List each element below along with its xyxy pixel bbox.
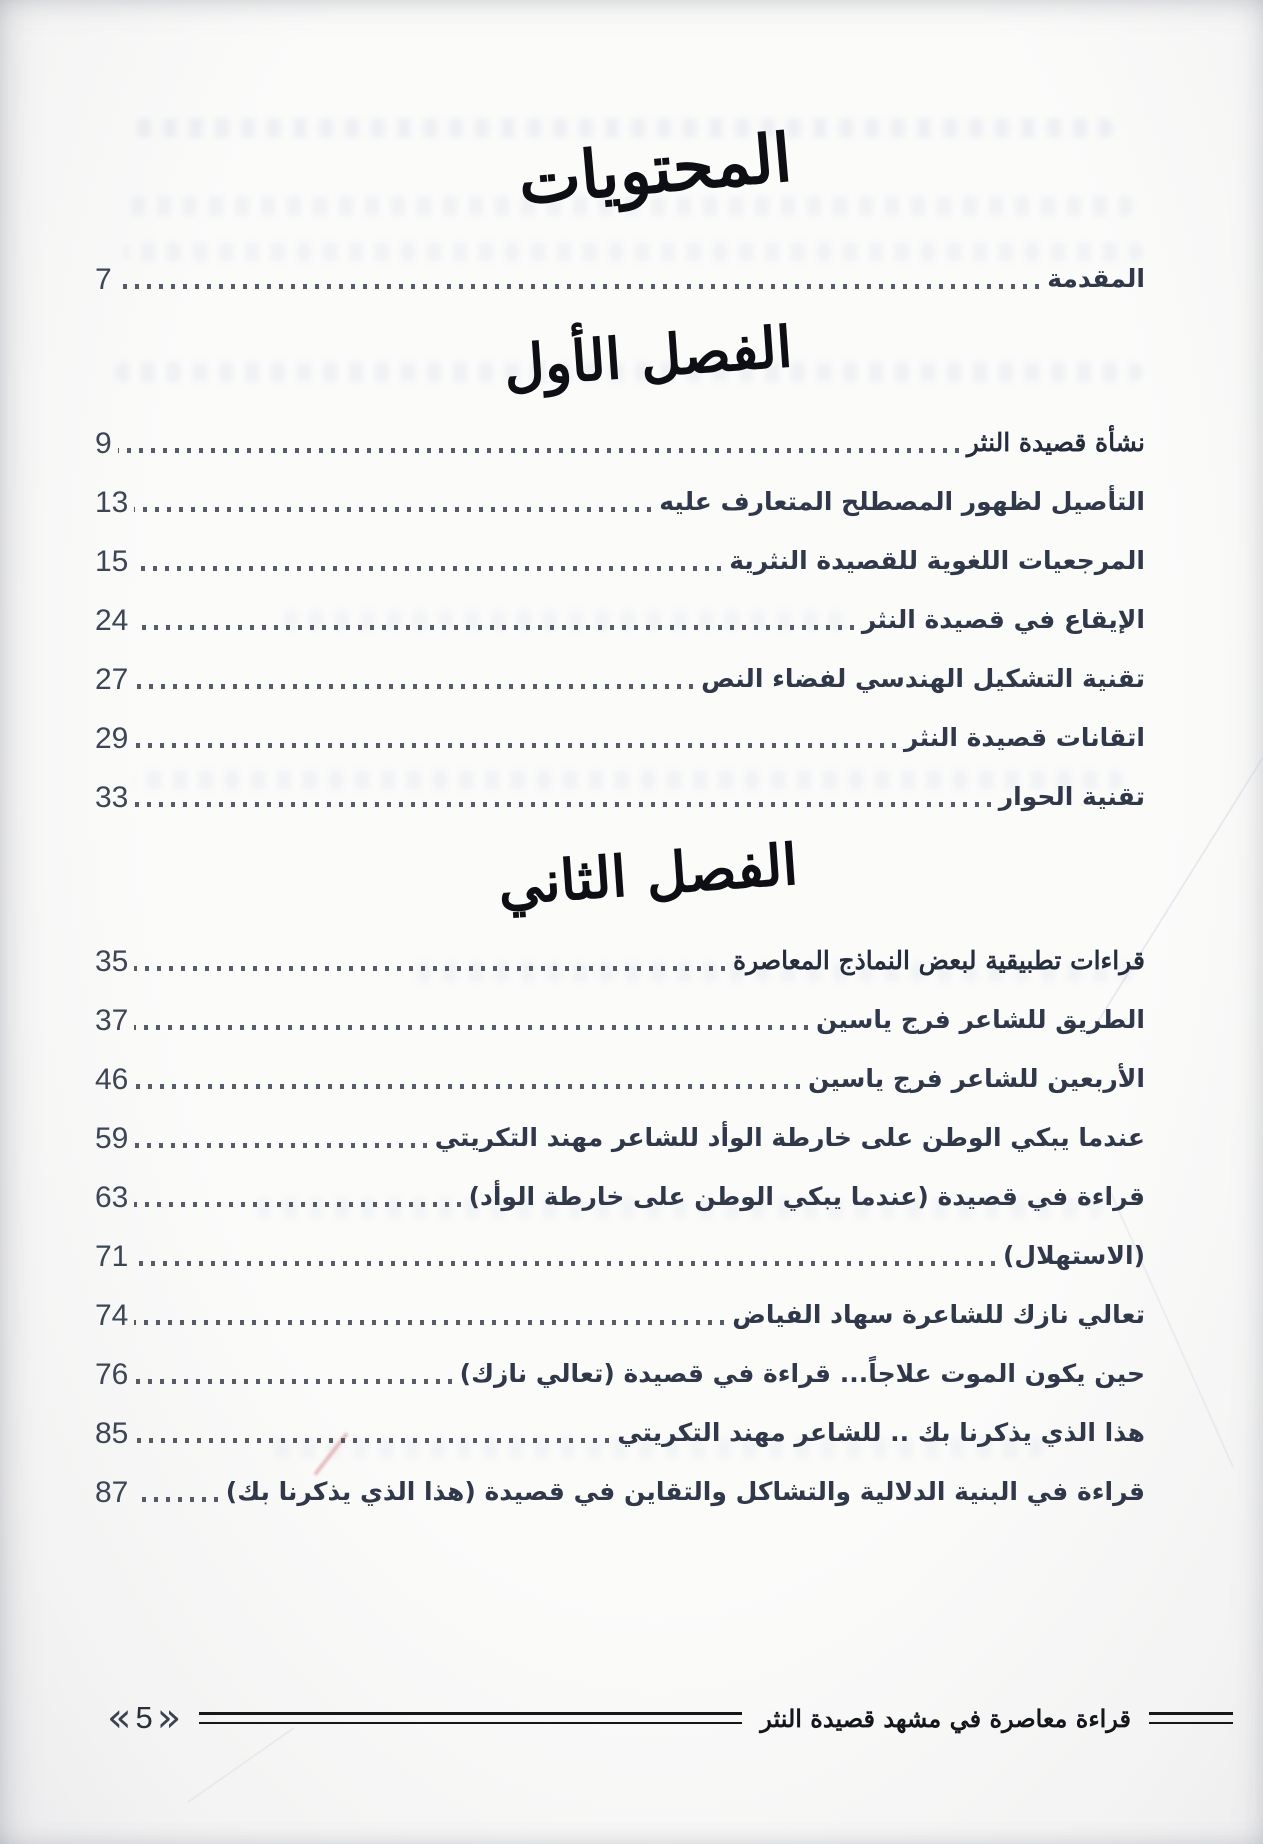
footer-page-number: [107, 1695, 182, 1741]
toc-entry: [95, 424, 1145, 460]
toc-entry-page: 59: [95, 1122, 129, 1155]
chapter-1-heading: الفصل الأول: [501, 314, 795, 400]
toc-entry-page: 76: [95, 1358, 129, 1391]
toc-entry-page: 35: [95, 945, 129, 978]
toc-entry-page: 87: [95, 1476, 129, 1509]
toc-entry-page: 74: [95, 1299, 129, 1332]
toc-entry: [95, 660, 1145, 696]
dot-leader: [134, 1379, 451, 1384]
toc-entry: [95, 1060, 1145, 1096]
toc-entry-title: قراءة في البنية الدلالية والتشاكل والتقاين في قصيدة (هذا الذي يذكرنا بك): [225, 1477, 1145, 1507]
toc-entry-title: الأربعين للشاعر فرج ياسين: [808, 1064, 1145, 1094]
toc-entry: [95, 1296, 1145, 1332]
toc-entry-title: تقنية التشكيل الهندسي لفضاء النص: [701, 664, 1145, 694]
toc-entry-page: 33: [95, 781, 129, 814]
toc-entry-title: قراءات تطبيقية لبعض النماذج المعاصرة: [733, 946, 1145, 976]
toc-entry-page: 27: [95, 663, 129, 696]
dot-leader: [134, 625, 853, 630]
toc-entry-title: (الاستهلال): [1002, 1241, 1145, 1271]
toc-entry-page: 37: [95, 1004, 129, 1037]
toc-entry-title: المقدمة: [1047, 264, 1145, 294]
toc-entry-page: 63: [95, 1181, 129, 1214]
toc-entry-page: 13: [95, 486, 129, 519]
toc-entry-title: اتقانات قصيدة النثر: [904, 723, 1145, 753]
toc-entry: [95, 1473, 1145, 1509]
ornament-bracket-icon: »: [107, 1695, 132, 1741]
dot-leader: [134, 1497, 217, 1502]
toc-entry: [95, 1178, 1145, 1214]
toc-entry-title: عندما يبكي الوطن على خارطة الوأد للشاعر مهند التكريتي: [434, 1123, 1145, 1153]
toc-entry-title: المرجعيات اللغوية للقصيدة النثرية: [729, 546, 1145, 576]
toc-entry-title: تعالي نازك للشاعرة سهاد الفياض: [732, 1300, 1145, 1330]
toc-entry-page: 71: [95, 1240, 129, 1273]
toc-entry: [95, 1119, 1145, 1155]
dot-leader: [134, 1202, 460, 1207]
toc-entry-title: نشأة قصيدة النثر: [966, 428, 1145, 458]
dot-leader: [134, 743, 896, 748]
dot-leader: [134, 1143, 426, 1148]
ornament-bracket-icon: «: [156, 1695, 182, 1741]
footer-book-title: قراءة معاصرة في مشهد قصيدة النثر: [760, 1703, 1131, 1733]
toc-entry-page: 46: [95, 1063, 129, 1096]
toc-entry-page: 9: [95, 427, 112, 460]
toc-entry: [95, 719, 1145, 755]
page-footer: [95, 1695, 1233, 1741]
dot-leader: [118, 448, 959, 453]
toc-entry: [95, 1355, 1145, 1391]
dot-leader: [134, 566, 721, 571]
dot-leader: [134, 1084, 800, 1089]
toc-list: [95, 260, 1145, 1509]
dot-leader: [134, 684, 693, 689]
toc-entry-title: الإيقاع في قصيدة النثر: [861, 605, 1145, 635]
footer-rule-long: [199, 1712, 742, 1724]
toc-content: [95, 0, 1145, 1532]
toc-entry: [95, 483, 1145, 519]
toc-entry-title: هذا الذي يذكرنا بك .. للشاعر مهند التكريتي: [617, 1418, 1145, 1448]
footer-page-number-value: 5: [135, 1700, 153, 1735]
dot-leader: [118, 284, 1040, 289]
toc-entry-title: حين يكون الموت علاجاً... قراءة في قصيدة (تعالي نازك): [459, 1359, 1145, 1389]
dot-leader: [134, 1320, 724, 1325]
toc-entry: [95, 778, 1145, 814]
toc-entry-title: قراءة في قصيدة (عندما يبكي الوطن على خارطة الوأد): [468, 1182, 1145, 1212]
toc-entry-page: 85: [95, 1417, 129, 1450]
toc-page-title: المحتويات: [515, 118, 795, 220]
toc-entry-page: 7: [95, 263, 112, 296]
dot-leader: [134, 507, 651, 512]
chapter-2-heading: الفصل الثاني: [495, 831, 801, 919]
toc-entry-intro: [95, 260, 1145, 296]
dot-leader: [134, 966, 725, 971]
dot-leader: [134, 1438, 609, 1443]
toc-entry-page: 29: [95, 722, 129, 755]
toc-entry: [95, 601, 1145, 637]
dot-leader: [134, 1025, 808, 1030]
toc-entry: [95, 1237, 1145, 1273]
toc-entry: [95, 942, 1145, 978]
dot-leader: [134, 802, 990, 807]
dot-leader: [134, 1261, 995, 1266]
toc-entry: [95, 1001, 1145, 1037]
paper-crease: [187, 1727, 295, 1803]
toc-entry-title: تقنية الحوار: [998, 782, 1145, 812]
toc-entry: [95, 1414, 1145, 1450]
toc-entry-title: التأصيل لظهور المصطلح المتعارف عليه: [659, 487, 1145, 517]
toc-entry-page: 24: [95, 604, 129, 637]
toc-entry: [95, 542, 1145, 578]
footer-rule-short: [1149, 1712, 1233, 1724]
toc-entry-title: الطريق للشاعر فرج ياسين: [816, 1005, 1145, 1035]
toc-entry-page: 15: [95, 545, 129, 578]
